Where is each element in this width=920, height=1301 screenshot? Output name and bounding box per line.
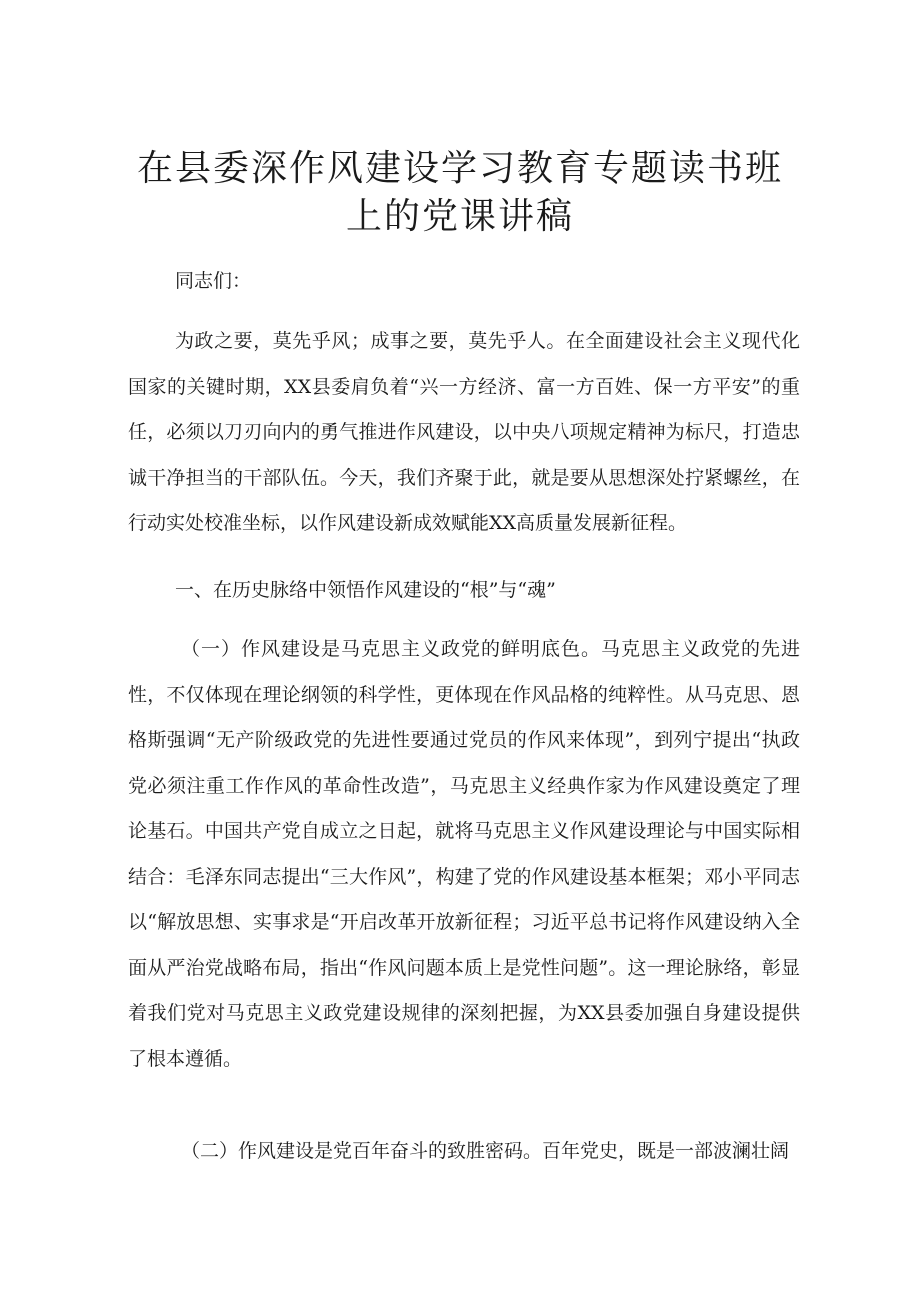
subsection-paragraph-1: （一）作风建设是马克思主义政党的鲜明底色。马克思主义政党的先进性，不仅体现在理论纲领的科学性，更体现在作风品格的纯粹性。从马克思、恩格斯强调“无产阶级政党的先进性要通过党员的作风来体现”，到列宁提出“执政党必须注重工作作风的革命性改造”，马克思主义经典作家为作风建设奠定了理论基石。中国共产党自成立之日起，就将马克思主义作风建设理论与中国实际相结合：毛泽东同志提出“三大作风”，构建了党的作风建设基本框架；邓小平同志以“解放思想、实事求是“开启改革开放新征程；习近平总书记将作风建设纳入全面从严治党战略布局，指出“作风问题本质上是党性问题”。这一理论脉络，彰显着我们党对马克思主义政党建设规律的深刻把握，为XX县委加强自身建设提供了根本遵循。 [128, 638, 800, 1070]
document-title-line1: 在县委深作风建设学习教育专题读书班 [136, 148, 783, 189]
section-heading-1: 一、在历史脉络中领悟作风建设的“根”与“魂” [175, 579, 556, 601]
intro-paragraph: 为政之要，莫先乎风；成事之要，莫先乎人。在全面建设社会主义现代化国家的关键时期，XX县委肩负着“兴一方经济、富一方百姓、保一方平安”的重任，必须以刀刃向内的勇气推进作风建设，以中央八项规定精神为标尺，打造忠诚干净担当的干部队伍。今天，我们齐聚于此，就是要从思想深处拧紧螺丝，在行动实处校准坐标，以作风建设新成效赋能XX高质量发展新征程。 [128, 330, 800, 534]
subsection-paragraph-2: （二）作风建设是党百年奋斗的致胜密码。百年党史，既是一部波澜壮阔 [181, 1140, 790, 1162]
document-title-line2: 上的党课讲稿 [345, 196, 574, 237]
salutation: 同志们： [175, 270, 252, 292]
